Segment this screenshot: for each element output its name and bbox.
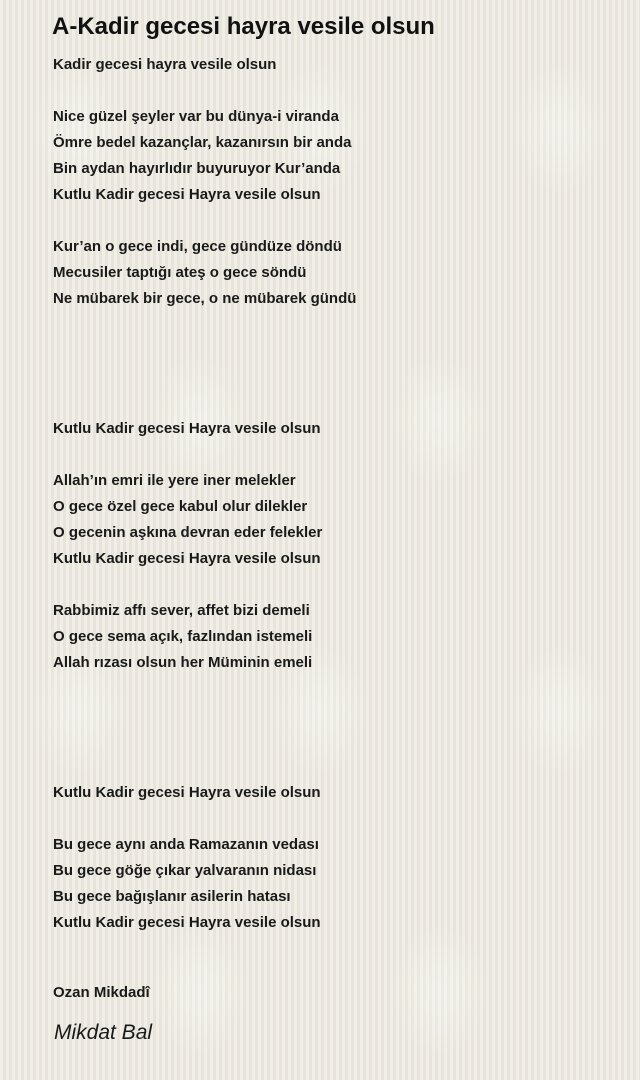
poem-line: Rabbimiz affı sever, affet bizi demeli	[53, 602, 310, 619]
stanza-gap	[53, 676, 613, 702]
stanza-gap	[53, 364, 613, 390]
stanza-gap	[53, 754, 613, 780]
poem-line: Ömre bedel kazançlar, kazanırsın bir anda	[53, 134, 352, 151]
stanza-gap	[53, 572, 613, 598]
poem-line: Kutlu Kadir gecesi Hayra vesile olsun	[53, 784, 321, 801]
poem-line: O gecenin aşkına devran eder felekler	[53, 524, 323, 541]
poem-line: Allah rızası olsun her Müminin emeli	[53, 654, 313, 671]
author-name: Ozan Mikdadî	[53, 984, 150, 1001]
poem-line: Bu gece aynı anda Ramazanın vedası	[53, 836, 319, 853]
poem-line: Bin aydan hayırlıdır buyuruyor Kur’anda	[53, 160, 341, 177]
stanza-gap	[53, 208, 613, 234]
poem-line: Kutlu Kadir gecesi Hayra vesile olsun	[53, 420, 321, 437]
poem-line: Ne mübarek bir gece, o ne mübarek gündü	[53, 290, 357, 307]
poem-line: Allah’ın emri ile yere iner melekler	[53, 472, 296, 489]
poem-line: O gece sema açık, fazlından istemeli	[53, 628, 313, 645]
poem-line: Kutlu Kadir gecesi Hayra vesile olsun	[53, 914, 321, 931]
poem-body	[53, 52, 613, 936]
poem-title: A-Kadir gecesi hayra vesile olsun	[52, 13, 435, 40]
poem-line: Mecusiler taptığı ateş o gece söndü	[53, 264, 307, 281]
poem-line: Kur’an o gece indi, gece gündüze döndü	[53, 238, 342, 255]
author-signature: Mikdat Bal	[54, 1021, 153, 1044]
stanza-gap	[53, 312, 613, 338]
stanza-gap	[53, 338, 613, 364]
stanza-gap	[53, 390, 613, 416]
stanza-gap	[53, 78, 613, 104]
poem-line: Nice güzel şeyler var bu dünya-i viranda	[53, 108, 339, 125]
poem-line: Kutlu Kadir gecesi Hayra vesile olsun	[53, 186, 321, 203]
poem-line: Kutlu Kadir gecesi Hayra vesile olsun	[53, 550, 321, 567]
stanza-gap	[53, 806, 613, 832]
stanza-gap	[53, 442, 613, 468]
poem-line: Bu gece göğe çıkar yalvaranın nidası	[53, 862, 317, 879]
poem-line: O gece özel gece kabul olur dilekler	[53, 498, 308, 515]
stanza-gap	[53, 702, 613, 728]
poem-line: Kadir gecesi hayra vesile olsun	[53, 56, 277, 73]
poem-line: Bu gece bağışlanır asilerin hatası	[53, 888, 291, 905]
stanza-gap	[53, 728, 613, 754]
